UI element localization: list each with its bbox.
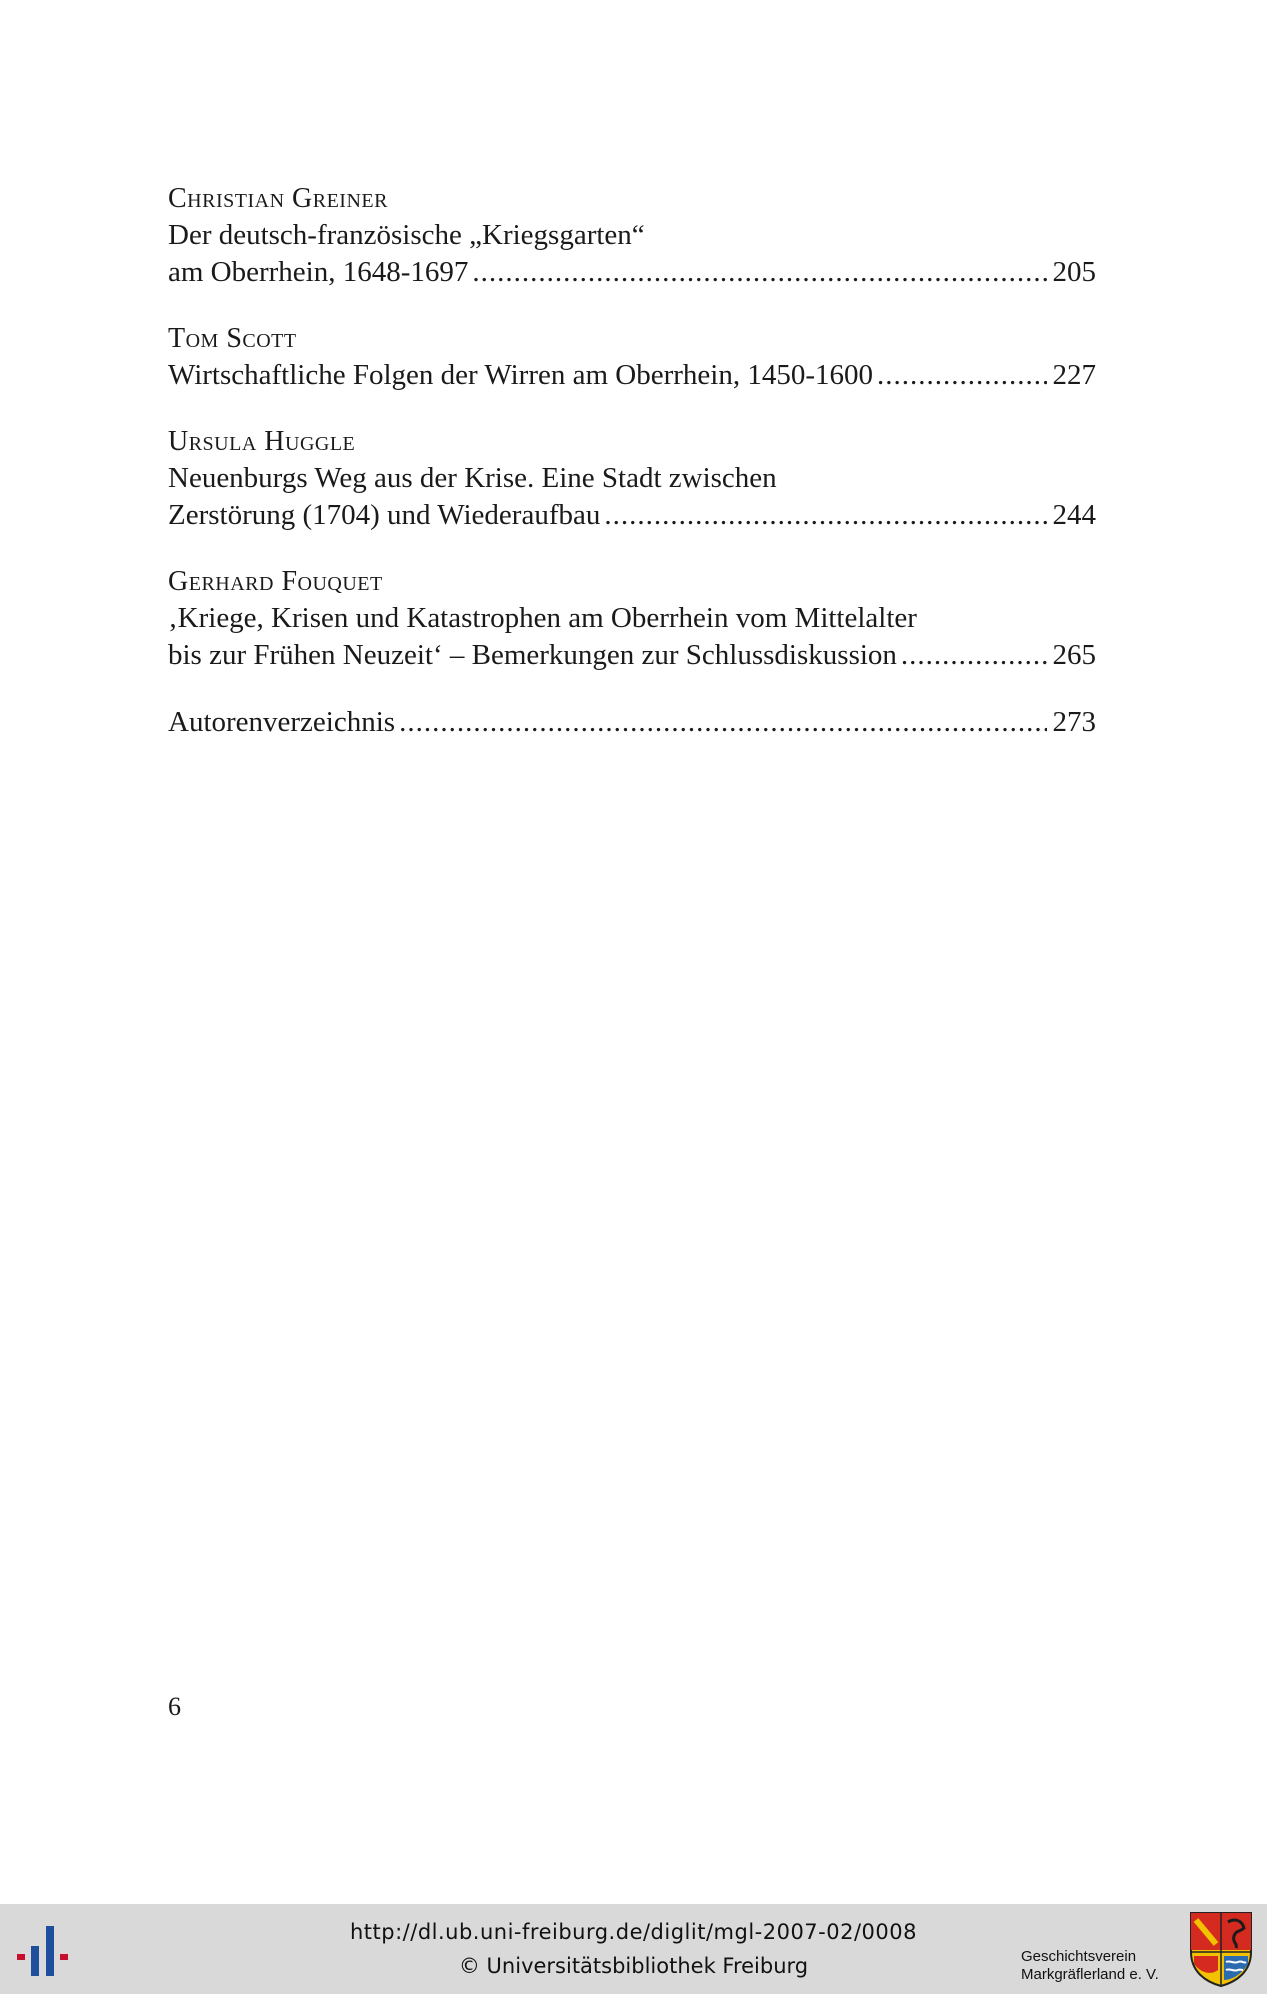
entry-title-line [168, 637, 1096, 674]
entry-author: Christian Greiner [168, 183, 388, 214]
society-name-line: Markgräflerland e. V. [1021, 1966, 1159, 1983]
entry-title-line: Der deutsch-französische „Kriegsgarten“ [168, 219, 645, 251]
entry-title-line: Neuenburgs Weg aus der Krise. Eine Stadt zwischen [168, 462, 777, 494]
entry-title-line [168, 704, 1096, 741]
table-of-contents [168, 181, 1096, 771]
entry-title-line [168, 357, 1096, 394]
entry-page-number: 227 [1052, 359, 1096, 391]
entry-page-number: 273 [1052, 706, 1096, 738]
society-name-line: Geschichtsverein [1021, 1948, 1137, 1965]
entry-title-text: Wirtschaftliche Folgen der Wirren am Oberrhein, 1450-1600 [168, 359, 873, 391]
dot-leader [877, 357, 1047, 394]
entry-title-text: am Oberrhein, 1648-1697 [168, 256, 469, 288]
entry-author: Ursula Huggle [168, 426, 356, 457]
entry-page-number: 205 [1052, 256, 1096, 288]
page-number: 6 [168, 1692, 181, 1721]
toc-entry-fouquet [168, 564, 1096, 674]
library-footer [0, 1904, 1267, 1994]
entry-title-text: Autorenverzeichnis [168, 706, 396, 738]
entry-title-text: bis zur Frühen Neuzeit‘ – Bemerkungen zur Schlussdiskussion [168, 639, 897, 671]
toc-entry-appendix [168, 704, 1096, 741]
society-name [1021, 1948, 1159, 1984]
entry-title-line: ‚Kriege, Krisen und Katastrophen am Oberrhein vom Mittelalter [168, 602, 917, 634]
entry-title-line [168, 254, 1096, 291]
entry-author: Gerhard Fouquet [168, 566, 383, 597]
copyright-notice: © Universitätsbibliothek Freiburg [458, 1954, 809, 1978]
dot-leader [399, 704, 1046, 741]
dot-leader [604, 497, 1046, 534]
entry-title-line [168, 497, 1096, 534]
entry-title-text: Zerstörung (1704) und Wiederaufbau [168, 499, 601, 531]
entry-page-number: 244 [1052, 499, 1096, 531]
entry-page-number: 265 [1052, 639, 1096, 671]
dot-leader [901, 637, 1047, 674]
toc-entry-greiner [168, 181, 1096, 291]
permalink-url[interactable]: http://dl.ub.uni-freiburg.de/diglit/mgl-2007-02/0008 [349, 1920, 917, 1944]
entry-author: Tom Scott [168, 323, 297, 354]
coat-of-arms-icon [1188, 1910, 1254, 1988]
toc-entry-huggle [168, 424, 1096, 534]
toc-entry-scott [168, 321, 1096, 394]
dot-leader [472, 254, 1046, 291]
